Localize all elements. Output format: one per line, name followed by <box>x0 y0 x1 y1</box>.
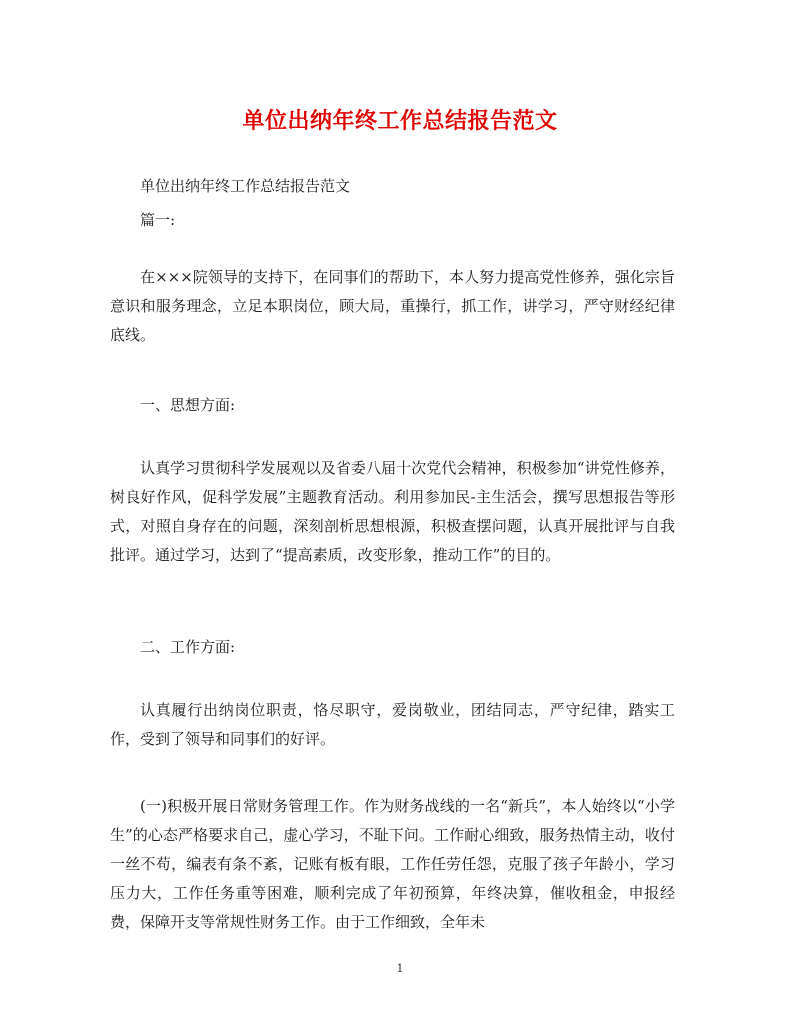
page-number: 1 <box>396 962 404 975</box>
work-paragraph: 认真履行出纳岗位职责，恪尽职守，爱岗敬业，团结同志，严守纪律，踏实工作，受到了领导和同事们的好评。 <box>110 701 675 748</box>
section-heading-ideology: 一、思想方面: <box>140 396 236 414</box>
document-title: 单位出纳年终工作总结报告范文 <box>242 108 558 134</box>
daily-finance-paragraph: (一)积极开展日常财务管理工作。作为财务战线的一名“新兵”，本人始终以“小学生”的心态严格要求自己，虚心学习，不耻下问。工作耐心细致，服务热情主动，收付一丝不苟，编表有条不紊，记账有板有眼，工作任劳任怨，克服了孩子年龄小，学习压力大，工作任务重等困难，顺利完成了年初预算，年终决算，催收租金，申报经费，保障开支等常规性财务工作。由于工作细致，全年未 <box>110 797 675 931</box>
document-subtitle: 单位出纳年终工作总结报告范文 <box>140 177 351 195</box>
intro-paragraph: 在×××院领导的支持下，在同事们的帮助下，本人努力提高党性修养，强化宗旨意识和服务理念，立足本职岗位，顾大局，重操行，抓工作，讲学习，严守财经纪律底线。 <box>110 268 675 344</box>
ideology-paragraph: 认真学习贯彻科学发展观以及省委八届十次党代会精神，积极参加“讲党性修养，树良好作风，促科学发展”主题教育活动。利用参加民-主生活会，撰写思想报告等形式，对照自身存在的问题，深刻剖析思想根源，积极查摆问题，认真开展批评与自我批评。通过学习，达到了“提高素质，改变形象，推动工作”的目的。 <box>110 459 675 564</box>
section-heading-work: 二、工作方面: <box>140 638 236 656</box>
part-label: 篇一: <box>140 211 176 229</box>
